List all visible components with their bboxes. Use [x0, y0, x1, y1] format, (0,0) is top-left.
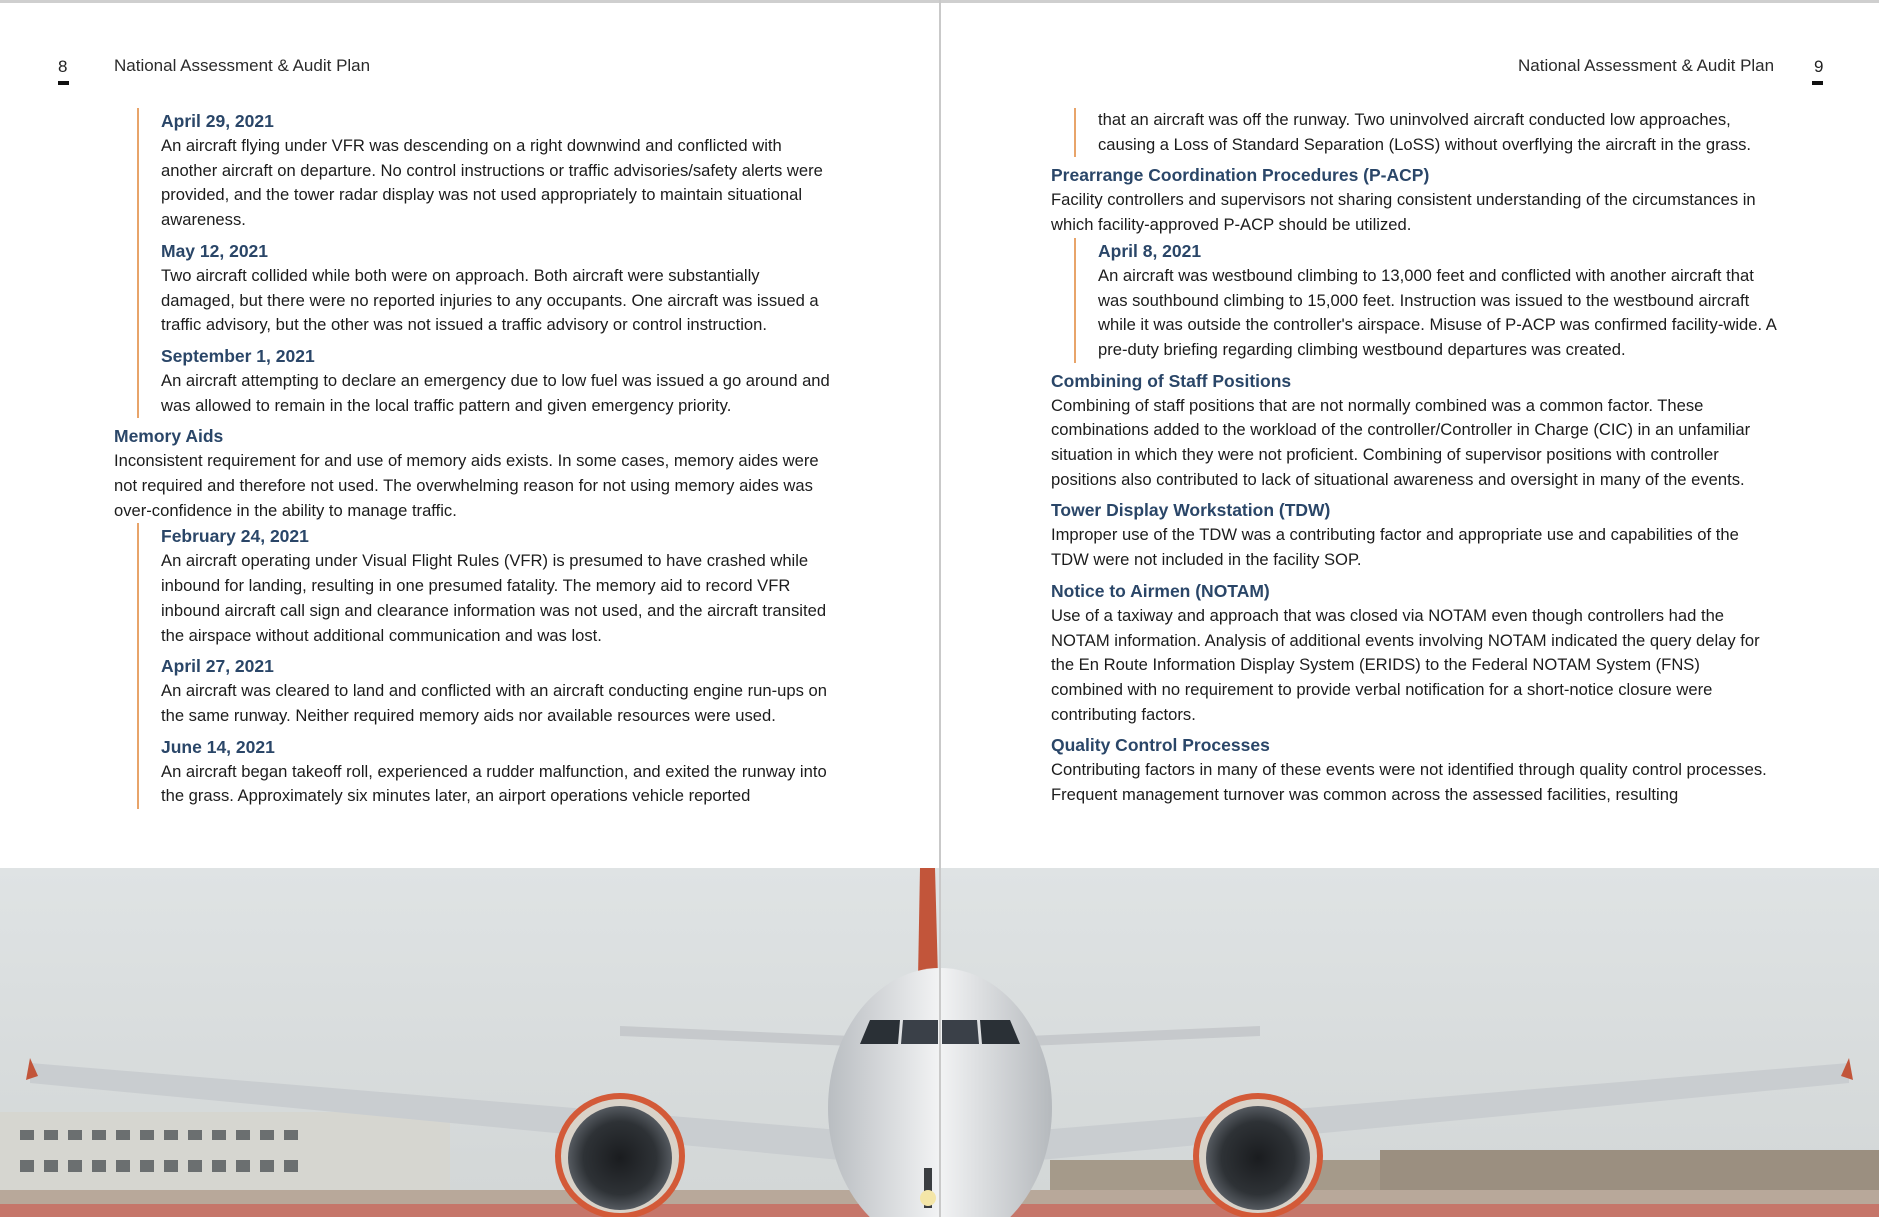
event-date: May 12, 2021 [161, 240, 269, 261]
event-text: An aircraft flying under VFR was descending on a right downwind and conflicted with another aircraft on departure. No control instructions or traffic advisories/safety alerts were provided, and the tower radar display was not used appropriately to maintain situational awareness. [161, 136, 823, 230]
event-text: An aircraft attempting to declare an emergency due to low fuel was issued a go around and was allowed to remain in the local traffic pattern and given emergency priority. [161, 370, 830, 415]
page-number: 9 [1814, 57, 1824, 76]
event-text-continued: that an aircraft was off the runway. Two uninvolved aircraft conducted low approaches, causing a Loss of Standard Separation (LoSS) without overflying the aircraft in the grass. [1098, 110, 1752, 154]
section-text: Combining of staff positions that are not normally combined was a common factor. These combinations added to the workload of the controller/Controller in Charge (CIC) in an unfamiliar situation in which they were not proficient. Combining of supervisor positions with controller positions also contributed to lack of situational awareness and oversight in many of the events. [1051, 395, 1751, 489]
event-date: April 8, 2021 [1098, 240, 1202, 261]
running-head: National Assessment & Audit Plan [114, 56, 371, 75]
event-text: An aircraft was cleared to land and conflicted with an aircraft conducting engine run-ups on the same runway. Neither required memory aids nor available resources were used. [161, 681, 827, 725]
event-list [137, 523, 830, 809]
event-list [137, 108, 830, 418]
section-text: Improper use of the TDW was a contributing factor and appropriate use and capabilities of the TDW were not included in the facility SOP. [1051, 525, 1739, 570]
section-heading-pacp: Prearrange Coordination Procedures (P-ACP) [1051, 165, 1430, 186]
event-date: April 27, 2021 [161, 656, 274, 677]
section-heading-memory-aids: Memory Aids [114, 426, 224, 447]
page-number: 8 [58, 57, 68, 76]
section-text: Contributing factors in many of these events were not identified through quality control processes. Frequent management turnover was common across the assessed facilities, resulting [1051, 760, 1767, 805]
page-number-marker [58, 81, 69, 85]
left-page [0, 0, 939, 868]
event-date: September 1, 2021 [161, 345, 315, 366]
event-text: An aircraft was westbound climbing to 13,000 feet and conflicted with another aircraft that was southbound climbing to 15,000 feet. Instruction was issued to the westbound aircraft while it was outside the controller's airspace. Misuse of P-ACP was confirmed facility-wide. A pre-duty briefing regarding climbing westbound departures was created. [1098, 265, 1776, 359]
event-list [1074, 238, 1776, 363]
page-number-marker [1812, 81, 1823, 85]
right-column [1051, 108, 1776, 808]
event-text: An aircraft began takeoff roll, experienced a rudder malfunction, and exited the runway into the grass. Approximately six minutes later, an airport operations vehicle reported [161, 761, 827, 806]
section-heading-quality-control: Quality Control Processes [1051, 735, 1270, 756]
page-spine [939, 0, 941, 1217]
section-heading-tdw: Tower Display Workstation (TDW) [1051, 500, 1331, 521]
section-text: Use of a taxiway and approach that was closed via NOTAM even though controllers had the NOTAM information. Analysis of additional events involving NOTAM indicated the query delay for the En Route Information Display System (ERIDS) to the Federal NOTAM System (FNS) combined with no requirement to provide verbal notification for a short-notice closure were contributing factors. [1051, 605, 1760, 724]
running-head: National Assessment & Audit Plan [1518, 56, 1775, 75]
event-text: Two aircraft collided while both were on approach. Both aircraft were substantially damaged, but there were no reported injuries to any occupants. One aircraft was issued a traffic advisory, but the other was not issued a traffic advisory or control instruction. [161, 265, 819, 335]
event-text: An aircraft operating under Visual Flight Rules (VFR) is presumed to have crashed while inbound for landing, resulting in one presumed fatality. The memory aid to record VFR inbound aircraft call sign and clearance information was not used, and the aircraft transited the airspace without additional communication and was lost. [161, 551, 827, 645]
right-page [941, 0, 1879, 868]
section-text: Inconsistent requirement for and use of memory aids exists. In some cases, memory aides were not required and therefore not used. The overwhelming reason for not using memory aides was over-confidence in the ability to manage traffic. [114, 451, 819, 520]
event-date: February 24, 2021 [161, 526, 309, 547]
section-text: Facility controllers and supervisors not sharing consistent understanding of the circumstances in which facility-approved P-ACP should be utilized. [1051, 190, 1756, 235]
left-column [114, 108, 830, 809]
event-list [1074, 108, 1776, 157]
event-date: June 14, 2021 [161, 736, 275, 757]
event-date: April 29, 2021 [161, 111, 274, 131]
section-heading-staff-positions: Combining of Staff Positions [1051, 370, 1292, 391]
section-heading-notam: Notice to Airmen (NOTAM) [1051, 580, 1270, 601]
